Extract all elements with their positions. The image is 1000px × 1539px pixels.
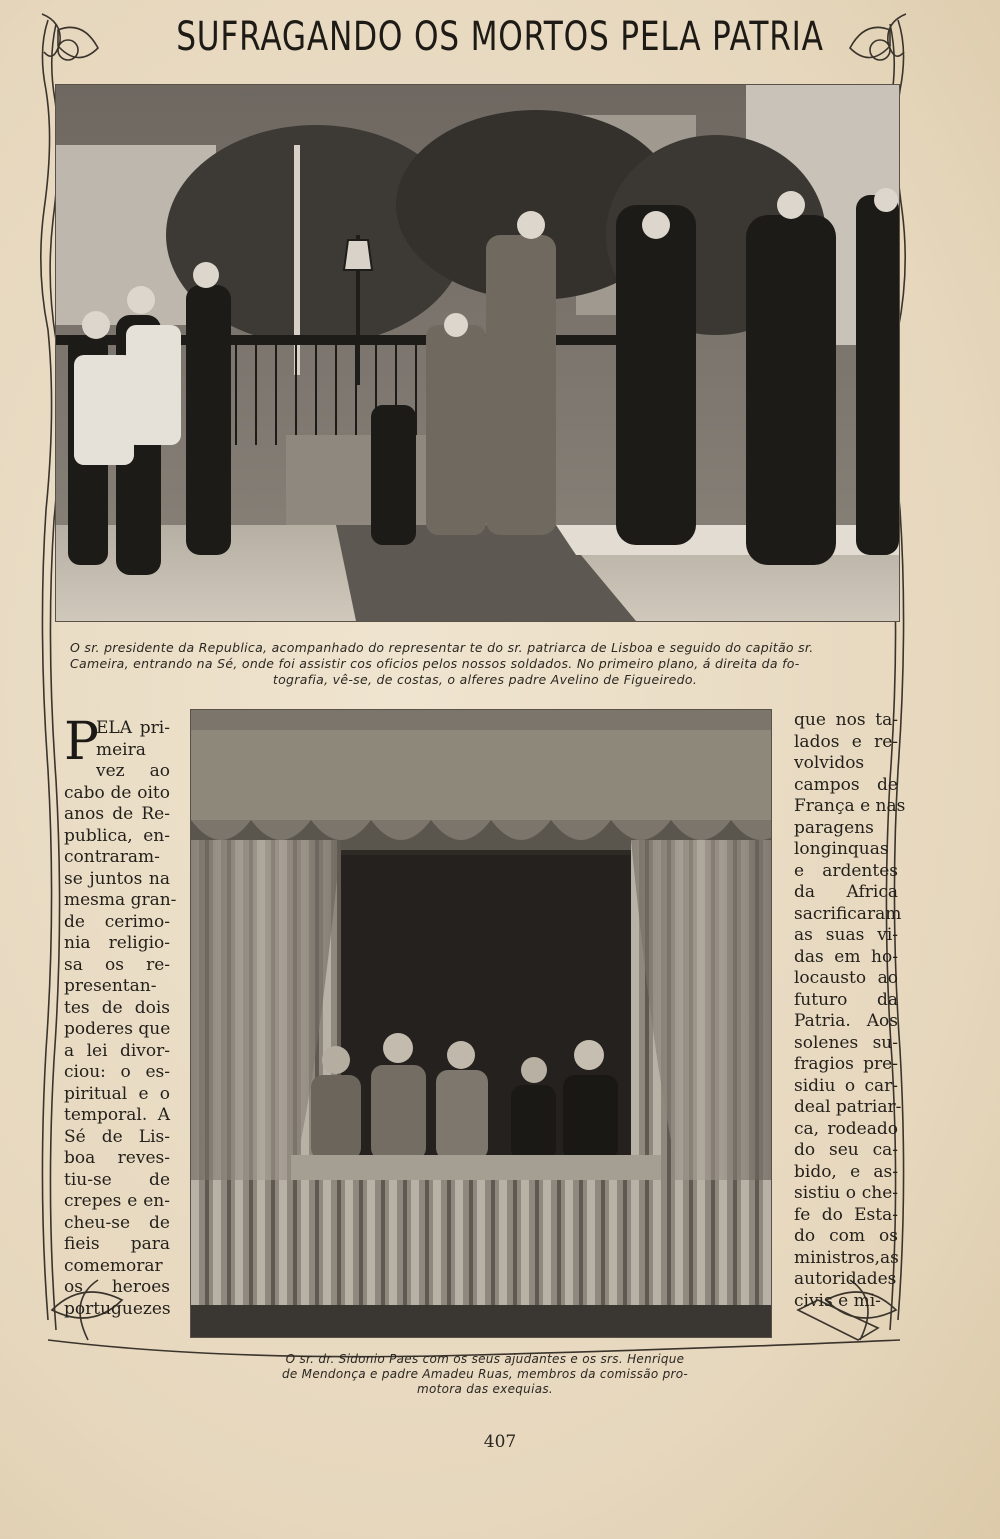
text-line: contraram-	[64, 847, 160, 867]
caption-line: Cameira, entrando na Sé, onde foi assistir cos oficios pelos nossos soldados. No primeiro plano, á direita da fo-	[70, 656, 800, 671]
text-line: bido, e as-	[794, 1161, 898, 1182]
text-line: nia religio-	[64, 933, 170, 953]
text-line: tiu-se de	[64, 1169, 170, 1190]
text-line: campos de	[794, 774, 898, 795]
text-line: Patria. Aos	[794, 1011, 898, 1031]
text-line: cabo de oito	[64, 782, 170, 803]
caption-line: O sr. presidente da Republica, acompanhado do representar te do sr. patriarca de Lisboa e seguido do capitão sr.	[70, 640, 814, 655]
text-line: autoridades	[794, 1269, 897, 1289]
bottom-photo-caption	[270, 1352, 700, 1397]
text-line: lados e re-	[794, 731, 898, 752]
text-line: sidiu o car-	[794, 1075, 898, 1096]
text-line: ca, rodeado	[794, 1118, 898, 1139]
text-line: ELA pri-	[96, 718, 170, 738]
text-line: os heroes	[64, 1277, 170, 1297]
text-line: publica, en-	[64, 825, 170, 846]
page-title: SUFRAGANDO OS MORTOS PELA PATRIA	[176, 14, 824, 60]
text-line: sa os re-	[64, 954, 170, 975]
text-line: ciou: o es-	[64, 1062, 170, 1082]
text-line: que nos ta-	[794, 710, 898, 730]
text-line: locausto ao	[794, 968, 898, 988]
text-line: presentan-	[64, 976, 157, 996]
text-line: futuro da	[794, 989, 898, 1010]
text-line: piritual e o	[64, 1083, 170, 1104]
text-line: meira	[96, 739, 146, 760]
text-line: crepes e en-	[64, 1191, 170, 1211]
caption-line: O sr. dr. Sidonio Paes com os seus ajudantes e os srs. Henrique	[285, 1352, 685, 1366]
text-line: cheu-se de	[64, 1212, 170, 1233]
caption-line: motora das exequias.	[416, 1382, 554, 1396]
page-number: 407	[483, 1432, 517, 1452]
text-line: as suas vi-	[794, 925, 898, 945]
text-line: anos de Re-	[64, 804, 170, 824]
text-line: poderes que	[64, 1019, 171, 1039]
text-line: do com os	[794, 1226, 898, 1246]
article-right-column	[794, 710, 906, 1312]
text-line: fe do Esta-	[794, 1204, 898, 1225]
text-line: portuguezes	[64, 1298, 171, 1319]
text-line: fieis para	[64, 1234, 170, 1254]
text-line: e ardentes	[794, 860, 898, 881]
text-line: temporal. A	[64, 1105, 170, 1125]
top-photo-caption	[70, 640, 900, 688]
text-line: se juntos na	[64, 868, 170, 889]
text-line: da Africa	[794, 882, 898, 902]
text-line: solenes su-	[794, 1032, 898, 1053]
text-line: das em ho-	[794, 946, 898, 967]
text-line: ministros,as	[794, 1247, 899, 1268]
text-line: deal patriar-	[794, 1097, 902, 1117]
theatre-box-photo	[190, 709, 772, 1338]
text-line: boa reves-	[64, 1148, 170, 1168]
text-line: Sé de Lis-	[64, 1126, 170, 1147]
text-line: sistiu o che-	[794, 1183, 898, 1203]
text-line: do seu ca-	[794, 1140, 898, 1160]
cathedral-entrance-photo	[55, 84, 900, 622]
text-line: sacrificaram	[794, 903, 902, 924]
caption-line: tografia, vê-se, de costas, o alferes padre Avelino de Figueiredo.	[272, 672, 698, 687]
text-line: vez ao	[96, 761, 170, 781]
text-line: França e nas	[794, 796, 906, 816]
text-line: volvidos	[794, 753, 865, 773]
text-line: fragios pre-	[794, 1054, 898, 1074]
text-line: mesma gran-	[64, 890, 177, 910]
text-line: comemorar	[64, 1255, 163, 1276]
text-line: paragens	[794, 817, 874, 838]
text-line: civis e mi-	[794, 1290, 881, 1311]
text-line: longinquas	[794, 839, 889, 859]
article-left-column	[64, 712, 177, 1320]
text-line: tes de dois	[64, 997, 170, 1018]
caption-line: de Mendonça e padre Amadeu Ruas, membros da comissão pro-	[281, 1367, 689, 1381]
text-line: a lei divor-	[64, 1040, 170, 1061]
text-line: de cerimo-	[64, 911, 170, 932]
drop-cap: P	[64, 712, 99, 772]
